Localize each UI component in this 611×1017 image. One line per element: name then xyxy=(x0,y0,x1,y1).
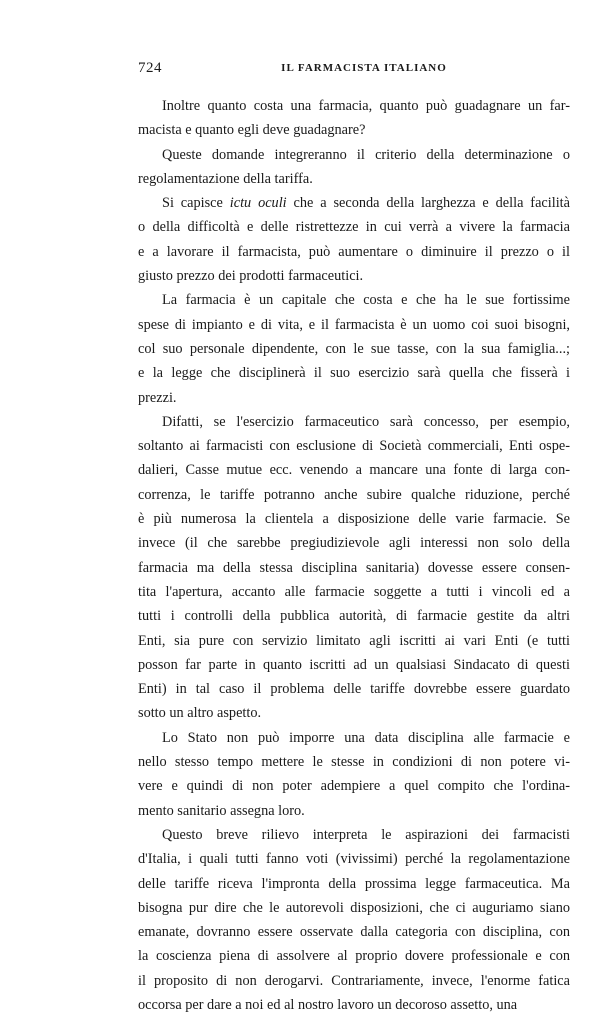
text-line: o della difficoltà e delle ristrettezze in cui verrà a vivere la farmacia xyxy=(138,219,570,236)
text-line: e a lavorare il farmacista, può aumentare o diminuire il prezzo o il xyxy=(138,243,570,260)
text-line: spese di impianto e di vita, e il farmacista è un uomo coi suoi bisogni, xyxy=(138,316,570,333)
text-line: nello stesso tempo mettere le stesse in condizioni di non potere vi- xyxy=(138,754,570,771)
text-line: soltanto ai farmacisti con esclusione di Società commerciali, Enti ospe- xyxy=(138,438,570,455)
text-line: invece (il che sarebbe pregiudizievole agli interessi non solo della xyxy=(138,535,570,552)
text-line: Lo Stato non può imporre una data disciplina alle farmacie e xyxy=(162,729,570,746)
text-line: bisogna pur dire che le autorevoli disposizioni, che ci auguriamo siano xyxy=(138,899,570,916)
text-line: macista e quanto egli deve guadagnare? xyxy=(138,122,366,139)
text-line: posson far parte in quanto iscritti ad un qualsiasi Sindacato di questi xyxy=(138,656,570,673)
text-line: sotto un altro aspetto. xyxy=(138,705,262,722)
text-line: tutti i controlli della pubblica autorità, di farmacie gestite da altri xyxy=(138,608,570,625)
text-line: il proposito di non derogarvi. Contrariamente, invece, l'enorme fatica xyxy=(138,972,570,989)
paragraph xyxy=(138,94,570,143)
text-line: Queste domande integreranno il criterio della determinazione o xyxy=(162,146,570,163)
text-line: Questo breve rilievo interpreta le aspirazioni dei farmacisti xyxy=(162,826,570,843)
text-line: Difatti, se l'esercizio farmaceutico sarà concesso, per esempio, xyxy=(162,413,570,430)
text-line: mento sanitario assegna loro. xyxy=(138,802,305,819)
page-number: 724 xyxy=(138,60,162,76)
text-line: col suo personale dipendente, con le sue tasse, con la sua famiglia...; xyxy=(138,340,570,357)
text-line xyxy=(138,191,570,215)
text-line: la coscienza piena di assolvere al proprio dovere professionale e con xyxy=(138,948,570,965)
text-line: vere e quindi di non poter adempiere a quel compito che l'ordina- xyxy=(138,778,570,795)
text-line: è più numerosa la clientela a disposizione delle varie farmacie. Se xyxy=(138,511,570,528)
text-line: tita l'apertura, accanto alle farmacie soggette a tutti i vincoli ed a xyxy=(138,583,570,600)
text-line: emanate, dovranno essere osservate dalla categoria con disciplina, con xyxy=(138,924,570,941)
text-fragment: Si capisce xyxy=(162,195,230,212)
text-line: regolamentazione della tariffa. xyxy=(138,170,313,187)
text-line: delle tariffe riceva l'impronta della prossima legge farmaceutica. Ma xyxy=(138,875,570,892)
text-line: correnza, le tariffe potranno anche subire qualche riduzione, perché xyxy=(138,486,570,503)
paragraph xyxy=(138,726,570,823)
text-line: prezzi. xyxy=(138,389,177,406)
text-line: occorsa per dare a noi ed al nostro lavoro un decoroso assetto, una xyxy=(138,996,518,1013)
text-line: Enti) in tal caso il problema delle tariffe dovrebbe essere guardato xyxy=(138,681,570,698)
italic-phrase: ictu oculi xyxy=(229,195,287,212)
running-title: IL FARMACISTA ITALIANO xyxy=(281,62,447,74)
paragraph xyxy=(138,823,570,1017)
text-line: giusto prezzo dei prodotti farmaceutici. xyxy=(138,268,364,285)
text-line: dalieri, Casse mutue ecc. venendo a mancare una fonte di larga con- xyxy=(138,462,570,479)
text-line: La farmacia è un capitale che costa e che ha le sue fortissime xyxy=(162,292,570,309)
text-line: e la legge che disciplinerà il suo esercizio sarà quella che fisserà i xyxy=(138,365,570,382)
paragraph xyxy=(138,143,570,192)
text-line: Inoltre quanto costa una farmacia, quanto può guadagnare un far- xyxy=(162,98,570,114)
text-fragment: che a seconda della larghezza e della facilità xyxy=(286,195,570,212)
paragraph xyxy=(138,191,570,288)
text-line: farmacia ma della stessa disciplina sanitaria) dovesse essere consen- xyxy=(138,559,570,576)
text-line: Enti, sia pure con servizio limitato agli iscritti ai vari Enti (e tutti xyxy=(138,632,570,649)
article-body xyxy=(138,94,570,1017)
text-line: d'Italia, i quali tutti fanno voti (vivissimi) perché la regolamentazione xyxy=(138,851,570,868)
page-header xyxy=(138,60,570,82)
paragraph xyxy=(138,410,570,726)
paragraph xyxy=(138,288,570,409)
